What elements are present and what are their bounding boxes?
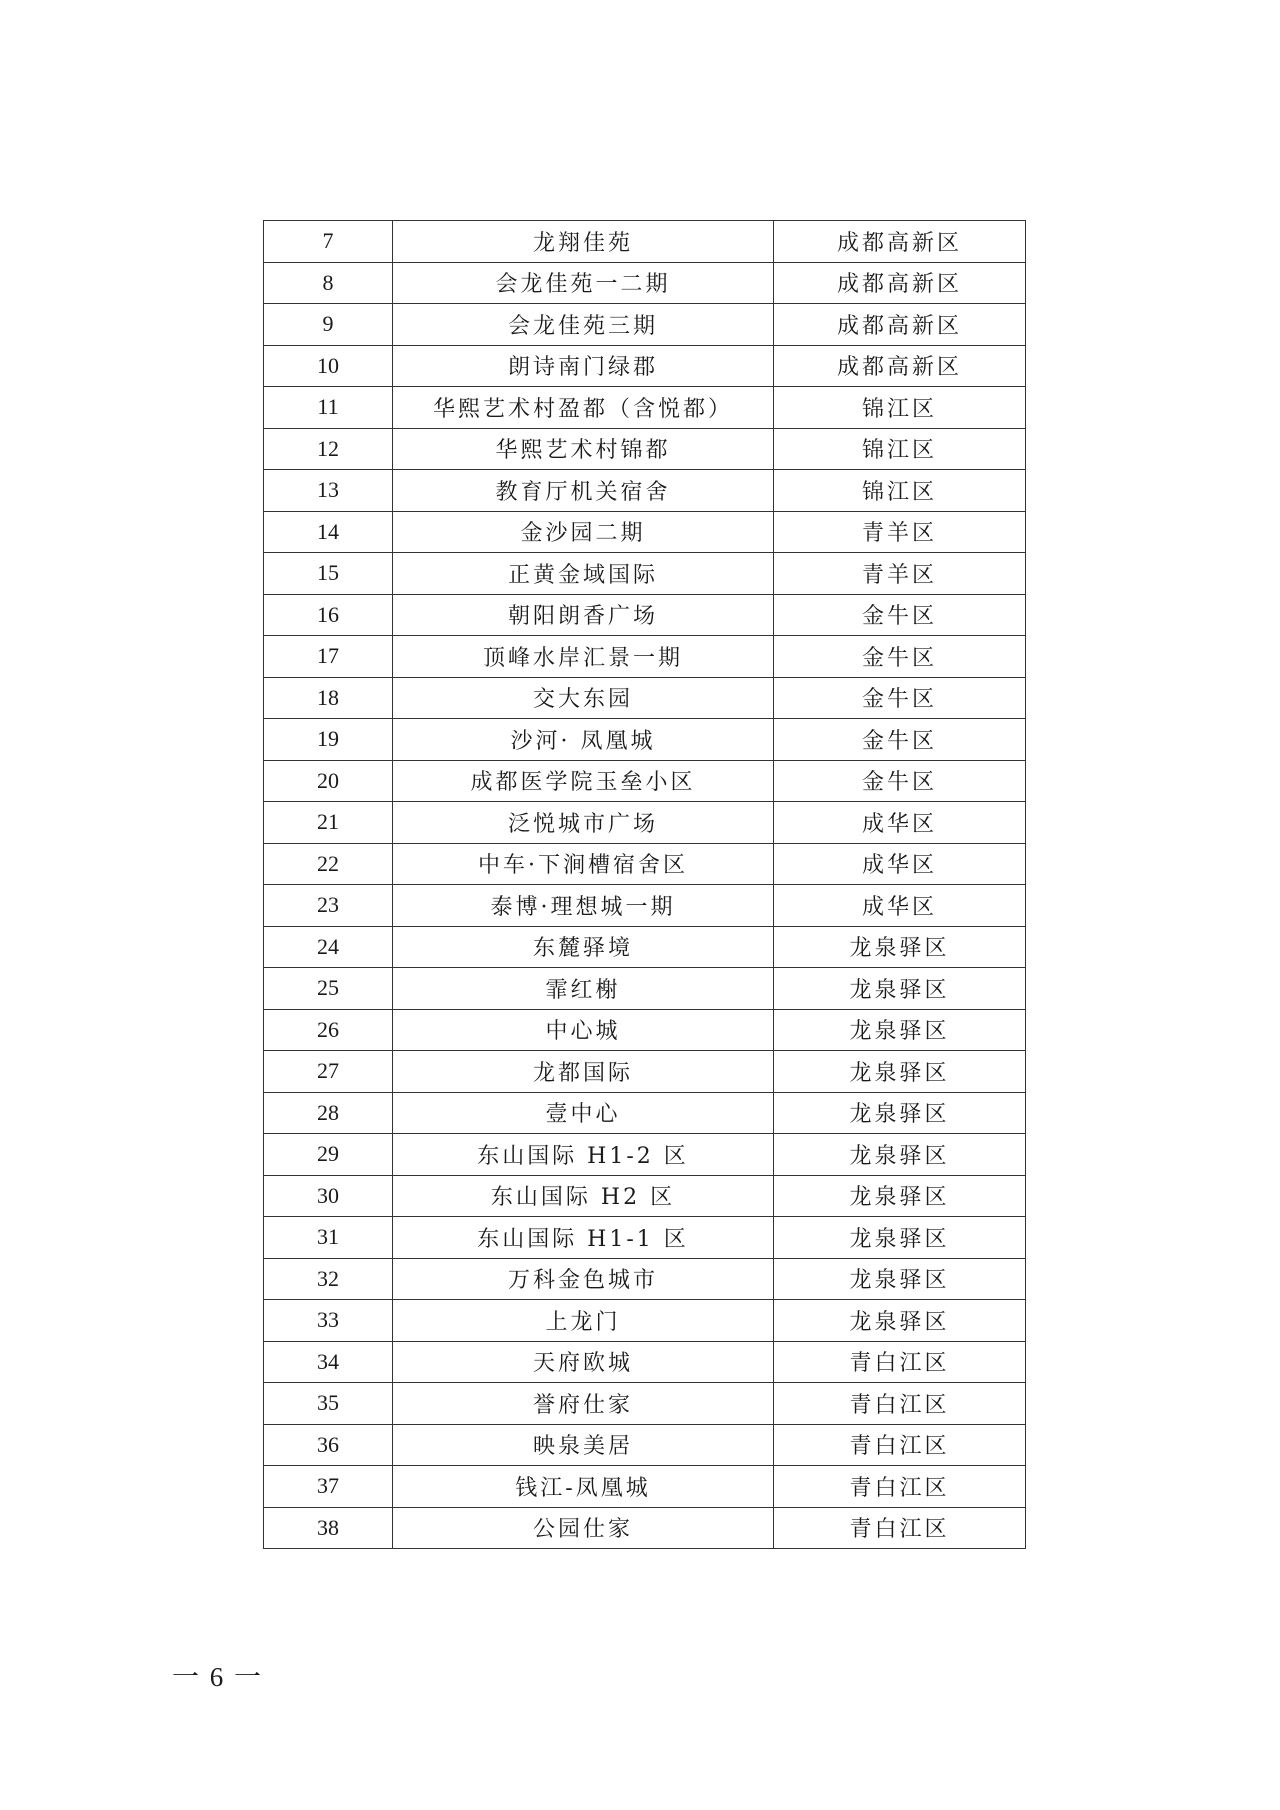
community-name-cell: 泛悦城市广场 [393, 802, 774, 844]
row-number-cell: 24 [264, 926, 393, 968]
district-cell: 龙泉驿区 [774, 1134, 1026, 1176]
community-name-cell: 东山国际 H2 区 [393, 1175, 774, 1217]
table-row [264, 1258, 1026, 1300]
community-name-cell: 交大东园 [393, 677, 774, 719]
row-number-cell: 35 [264, 1383, 393, 1425]
district-cell: 成都高新区 [774, 304, 1026, 346]
community-name-cell: 映泉美居 [393, 1424, 774, 1466]
row-number-cell: 26 [264, 1009, 393, 1051]
district-cell: 金牛区 [774, 677, 1026, 719]
community-name-cell: 誉府仕家 [393, 1383, 774, 1425]
table-row [264, 636, 1026, 678]
table-row [264, 1051, 1026, 1093]
row-number-cell: 33 [264, 1300, 393, 1342]
row-number-cell: 38 [264, 1507, 393, 1549]
table-row [264, 677, 1026, 719]
district-cell: 成华区 [774, 843, 1026, 885]
table-row [264, 1300, 1026, 1342]
residential-community-table [263, 220, 1026, 1549]
table-row [264, 345, 1026, 387]
district-cell: 成华区 [774, 885, 1026, 927]
row-number-cell: 16 [264, 594, 393, 636]
table-row [264, 1009, 1026, 1051]
community-name-cell: 正黄金域国际 [393, 553, 774, 595]
row-number-cell: 19 [264, 719, 393, 761]
row-number-cell: 29 [264, 1134, 393, 1176]
district-cell: 青羊区 [774, 553, 1026, 595]
district-cell: 龙泉驿区 [774, 1258, 1026, 1300]
table-row [264, 843, 1026, 885]
district-cell: 金牛区 [774, 719, 1026, 761]
table-row [264, 968, 1026, 1010]
table-row [264, 262, 1026, 304]
community-name-cell: 泰博·理想城一期 [393, 885, 774, 927]
table-row [264, 802, 1026, 844]
table-row [264, 387, 1026, 429]
community-name-cell: 金沙园二期 [393, 511, 774, 553]
row-number-cell: 11 [264, 387, 393, 429]
table-row [264, 1092, 1026, 1134]
community-name-cell: 朝阳朗香广场 [393, 594, 774, 636]
community-name-cell: 天府欧城 [393, 1341, 774, 1383]
district-cell: 龙泉驿区 [774, 1009, 1026, 1051]
community-name-cell: 龙翔佳苑 [393, 221, 774, 263]
row-number-cell: 25 [264, 968, 393, 1010]
district-cell: 龙泉驿区 [774, 1217, 1026, 1259]
community-name-cell: 成都医学院玉垒小区 [393, 760, 774, 802]
community-name-cell: 朗诗南门绿郡 [393, 345, 774, 387]
table-row [264, 1383, 1026, 1425]
district-cell: 青白江区 [774, 1466, 1026, 1508]
row-number-cell: 14 [264, 511, 393, 553]
row-number-cell: 28 [264, 1092, 393, 1134]
community-name-cell: 会龙佳苑三期 [393, 304, 774, 346]
community-name-cell: 东山国际 H1-2 区 [393, 1134, 774, 1176]
table-row [264, 1424, 1026, 1466]
row-number-cell: 20 [264, 760, 393, 802]
community-name-cell: 万科金色城市 [393, 1258, 774, 1300]
row-number-cell: 8 [264, 262, 393, 304]
community-name-cell: 华熙艺术村锦都 [393, 428, 774, 470]
table-row [264, 1507, 1026, 1549]
row-number-cell: 36 [264, 1424, 393, 1466]
table-row [264, 594, 1026, 636]
community-name-cell: 霏红榭 [393, 968, 774, 1010]
row-number-cell: 30 [264, 1175, 393, 1217]
district-cell: 锦江区 [774, 470, 1026, 512]
district-cell: 龙泉驿区 [774, 1300, 1026, 1342]
table-row [264, 1134, 1026, 1176]
district-cell: 龙泉驿区 [774, 1175, 1026, 1217]
district-cell: 锦江区 [774, 387, 1026, 429]
table-row [264, 885, 1026, 927]
district-cell: 成都高新区 [774, 262, 1026, 304]
table-row [264, 1341, 1026, 1383]
district-cell: 青白江区 [774, 1341, 1026, 1383]
table-row [264, 719, 1026, 761]
community-name-cell: 龙都国际 [393, 1051, 774, 1093]
district-cell: 龙泉驿区 [774, 926, 1026, 968]
community-name-cell: 沙河· 凤凰城 [393, 719, 774, 761]
row-number-cell: 22 [264, 843, 393, 885]
row-number-cell: 21 [264, 802, 393, 844]
district-cell: 锦江区 [774, 428, 1026, 470]
community-name-cell: 东麓驿境 [393, 926, 774, 968]
community-name-cell: 钱江-凤凰城 [393, 1466, 774, 1508]
community-name-cell: 中车·下涧槽宿舍区 [393, 843, 774, 885]
community-name-cell: 会龙佳苑一二期 [393, 262, 774, 304]
community-name-cell: 壹中心 [393, 1092, 774, 1134]
row-number-cell: 27 [264, 1051, 393, 1093]
district-cell: 金牛区 [774, 636, 1026, 678]
district-cell: 龙泉驿区 [774, 968, 1026, 1010]
row-number-cell: 13 [264, 470, 393, 512]
community-name-cell: 教育厅机关宿舍 [393, 470, 774, 512]
table-row [264, 1217, 1026, 1259]
district-cell: 青白江区 [774, 1507, 1026, 1549]
district-cell: 成都高新区 [774, 221, 1026, 263]
table-row [264, 926, 1026, 968]
district-cell: 青羊区 [774, 511, 1026, 553]
table-row [264, 304, 1026, 346]
row-number-cell: 34 [264, 1341, 393, 1383]
table-row [264, 470, 1026, 512]
row-number-cell: 31 [264, 1217, 393, 1259]
community-name-cell: 上龙门 [393, 1300, 774, 1342]
row-number-cell: 12 [264, 428, 393, 470]
community-name-cell: 东山国际 H1-1 区 [393, 1217, 774, 1259]
community-name-cell: 中心城 [393, 1009, 774, 1051]
page-number: 一 6 一 [172, 1662, 263, 1692]
row-number-cell: 15 [264, 553, 393, 595]
community-name-cell: 顶峰水岸汇景一期 [393, 636, 774, 678]
row-number-cell: 17 [264, 636, 393, 678]
district-cell: 金牛区 [774, 760, 1026, 802]
row-number-cell: 37 [264, 1466, 393, 1508]
community-name-cell: 公园仕家 [393, 1507, 774, 1549]
row-number-cell: 7 [264, 221, 393, 263]
row-number-cell: 9 [264, 304, 393, 346]
district-cell: 金牛区 [774, 594, 1026, 636]
row-number-cell: 18 [264, 677, 393, 719]
district-cell: 龙泉驿区 [774, 1092, 1026, 1134]
row-number-cell: 10 [264, 345, 393, 387]
district-cell: 龙泉驿区 [774, 1051, 1026, 1093]
table-row [264, 553, 1026, 595]
table-row [264, 428, 1026, 470]
row-number-cell: 23 [264, 885, 393, 927]
district-cell: 成都高新区 [774, 345, 1026, 387]
row-number-cell: 32 [264, 1258, 393, 1300]
table-row [264, 760, 1026, 802]
district-cell: 成华区 [774, 802, 1026, 844]
table-row [264, 1175, 1026, 1217]
district-cell: 青白江区 [774, 1424, 1026, 1466]
district-cell: 青白江区 [774, 1383, 1026, 1425]
table-row [264, 511, 1026, 553]
table-body [264, 221, 1026, 1549]
table-row [264, 1466, 1026, 1508]
community-name-cell: 华熙艺术村盈都（含悦都） [393, 387, 774, 429]
table-row [264, 221, 1026, 263]
